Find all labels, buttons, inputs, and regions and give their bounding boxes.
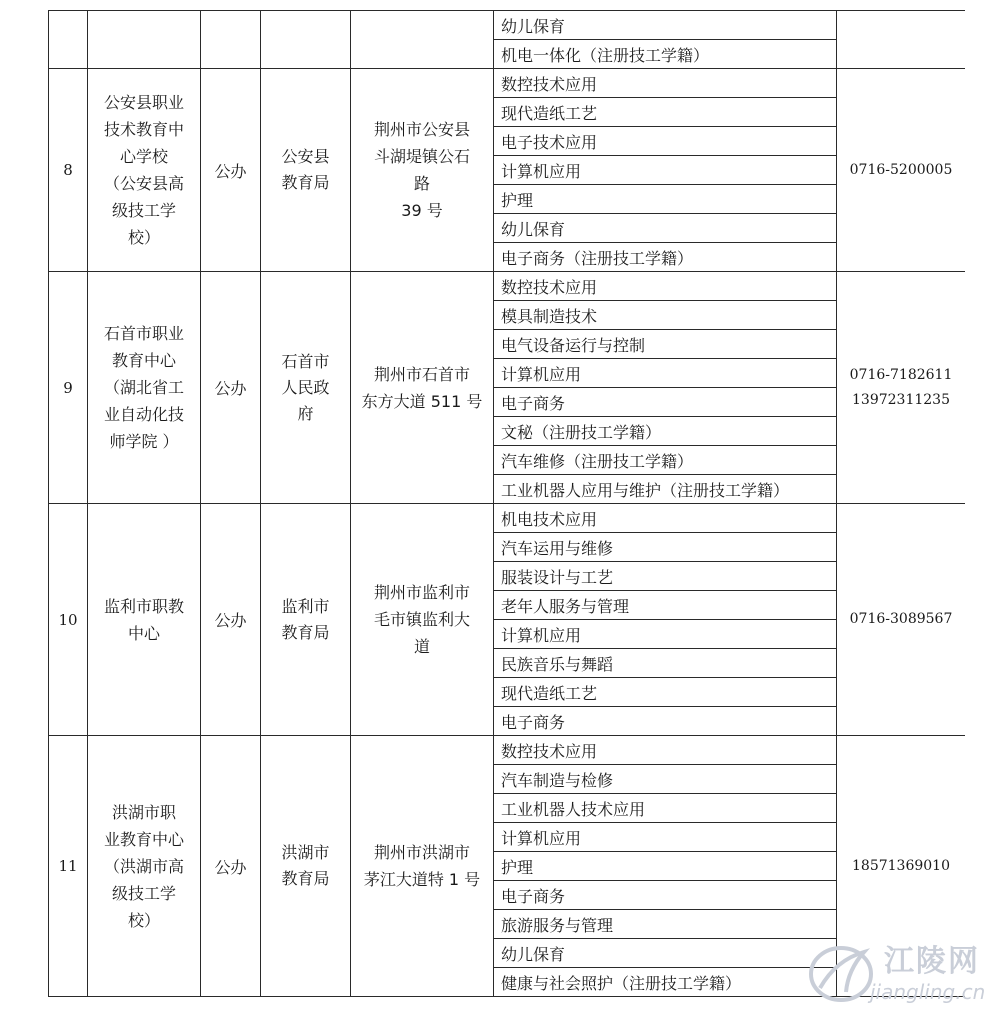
cell-major-text: 健康与社会照护（注册技工学籍） [501, 973, 742, 993]
cell-major-text: 计算机应用 [501, 364, 582, 384]
cell-no [49, 11, 88, 69]
cell-major-text: 幼儿保育 [501, 944, 566, 964]
cell-phone [837, 69, 966, 272]
cell-major-text: 幼儿保育 [501, 16, 566, 36]
cell-major [494, 98, 837, 127]
watermark-logo-icon [806, 940, 876, 1004]
cell-authority [261, 736, 351, 997]
cell-type-text: 公办 [214, 161, 247, 181]
cell-major [494, 765, 837, 794]
cell-type [201, 504, 261, 736]
cell-major [494, 852, 837, 881]
cell-major-text: 现代造纸工艺 [501, 683, 598, 703]
table-row [49, 69, 966, 98]
cell-school-text: 洪湖市职 业教育中心 （洪湖市高 级技工学 校） [103, 802, 184, 930]
cell-authority-text: 监利市 教育局 [281, 596, 330, 642]
cell-major [494, 881, 837, 910]
cell-phone [837, 504, 966, 736]
cell-major-text: 电气设备运行与控制 [501, 335, 646, 355]
cell-major [494, 127, 837, 156]
cell-major [494, 330, 837, 359]
cell-major-text: 电子商务（注册技工学籍） [501, 248, 694, 268]
cell-no-text: 9 [63, 378, 73, 397]
cell-major-text: 机电一体化（注册技工学籍） [501, 45, 710, 65]
cell-major-text: 电子商务 [501, 886, 566, 906]
cell-phone-text: 0716-7182611 13972311235 [849, 366, 953, 408]
cell-major [494, 562, 837, 591]
cell-major-text: 服装设计与工艺 [501, 567, 614, 587]
cell-major [494, 185, 837, 214]
cell-no [49, 272, 88, 504]
cell-major-text: 现代造纸工艺 [501, 103, 598, 123]
cell-address-text: 荆州市公安县 斗湖堤镇公石 路 39 号 [373, 120, 470, 220]
cell-major [494, 359, 837, 388]
cell-phone-text: 18571369010 [852, 857, 950, 874]
cell-major-text: 民族音乐与舞蹈 [501, 654, 614, 674]
cell-major [494, 678, 837, 707]
cell-major-text: 模具制造技术 [501, 306, 598, 326]
cell-major [494, 40, 837, 69]
cell-authority-text: 洪湖市 教育局 [281, 843, 330, 888]
cell-major-text: 护理 [501, 190, 534, 210]
cell-major-text: 工业机器人技术应用 [501, 799, 646, 819]
table-row [49, 504, 966, 533]
cell-type-text: 公办 [214, 379, 247, 398]
schools-table [48, 10, 965, 997]
cell-phone [837, 11, 966, 69]
cell-no-text: 8 [63, 161, 73, 179]
cell-major-text: 文秘（注册技工学籍） [501, 422, 662, 442]
cell-type-text: 公办 [214, 857, 247, 877]
cell-address-text: 荆州市监利市 毛市镇监利大 道 [373, 583, 470, 656]
cell-no [49, 504, 88, 736]
cell-authority [261, 504, 351, 736]
cell-authority [261, 69, 351, 272]
cell-major [494, 272, 837, 301]
watermark [806, 930, 996, 1016]
cell-major [494, 243, 837, 272]
cell-major [494, 707, 837, 736]
cell-school [88, 272, 201, 504]
table-row [49, 736, 966, 765]
cell-major-text: 汽车维修（注册技工学籍） [501, 451, 694, 471]
table-row [49, 11, 966, 40]
cell-major [494, 620, 837, 649]
cell-major [494, 11, 837, 40]
cell-address [351, 272, 494, 504]
cell-type [201, 69, 261, 272]
cell-major [494, 823, 837, 852]
cell-major [494, 446, 837, 475]
cell-school-text: 石首市职业 教育中心 （湖北省工 业自动化技 师学院 ） [103, 324, 184, 451]
cell-phone-text: 0716-5200005 [849, 161, 953, 178]
cell-major [494, 156, 837, 185]
watermark-name: 江陵网 [884, 944, 980, 979]
table-row [49, 272, 966, 301]
cell-major-text: 幼儿保育 [501, 219, 566, 239]
cell-major-text: 汽车制造与检修 [501, 770, 614, 790]
cell-type [201, 11, 261, 69]
cell-major [494, 301, 837, 330]
cell-no-text: 10 [58, 610, 78, 629]
cell-major [494, 968, 837, 997]
cell-authority-text: 公安县 教育局 [281, 147, 330, 192]
cell-major [494, 910, 837, 939]
cell-type [201, 736, 261, 997]
cell-school [88, 504, 201, 736]
cell-type-text: 公办 [214, 611, 247, 630]
cell-major [494, 649, 837, 678]
cell-major-text: 工业机器人应用与维护（注册技工学籍） [501, 480, 790, 500]
cell-school [88, 736, 201, 997]
cell-major [494, 591, 837, 620]
cell-major [494, 214, 837, 243]
cell-authority [261, 11, 351, 69]
cell-authority-text: 石首市 人民政 府 [281, 351, 330, 423]
cell-no [49, 736, 88, 997]
cell-school [88, 11, 201, 69]
cell-major [494, 736, 837, 765]
cell-major-text: 数控技术应用 [501, 74, 598, 94]
cell-authority [261, 272, 351, 504]
cell-address [351, 69, 494, 272]
cell-address [351, 504, 494, 736]
cell-major-text: 计算机应用 [501, 828, 582, 848]
cell-major-text: 计算机应用 [501, 625, 582, 645]
cell-major-text: 护理 [501, 857, 534, 877]
cell-major-text: 数控技术应用 [501, 741, 598, 761]
cell-school [88, 69, 201, 272]
cell-no-text: 11 [58, 857, 78, 875]
cell-major [494, 69, 837, 98]
cell-school-text: 监利市职教 中心 [103, 596, 184, 643]
cell-major-text: 老年人服务与管理 [501, 596, 630, 616]
cell-major-text: 电子商务 [501, 393, 566, 413]
cell-major-text: 计算机应用 [501, 161, 582, 181]
cell-no [49, 69, 88, 272]
cell-school-text: 公安县职业 技术教育中 心学校 （公安县高 级技工学 校） [103, 93, 184, 247]
cell-major-text: 电子商务 [501, 712, 566, 732]
watermark-url: jiangling.cn [870, 980, 986, 1004]
cell-major [494, 417, 837, 446]
cell-major [494, 388, 837, 417]
cell-address [351, 736, 494, 997]
cell-major-text: 数控技术应用 [501, 277, 598, 297]
cell-major [494, 794, 837, 823]
cell-major-text: 机电技术应用 [501, 509, 598, 529]
cell-major [494, 504, 837, 533]
cell-major-text: 旅游服务与管理 [501, 915, 614, 935]
cell-major [494, 939, 837, 968]
cell-phone-text: 0716-3089567 [849, 611, 953, 627]
cell-address-text: 荆州市洪湖市 茅江大道特 1 号 [363, 843, 481, 889]
cell-major [494, 475, 837, 504]
cell-address [351, 11, 494, 69]
cell-major-text: 电子技术应用 [501, 132, 598, 152]
cell-major-text: 汽车运用与维修 [501, 538, 614, 558]
cell-address-text: 荆州市石首市 东方大道 511 号 [361, 364, 483, 411]
cell-major [494, 533, 837, 562]
cell-phone [837, 272, 966, 504]
cell-type [201, 272, 261, 504]
